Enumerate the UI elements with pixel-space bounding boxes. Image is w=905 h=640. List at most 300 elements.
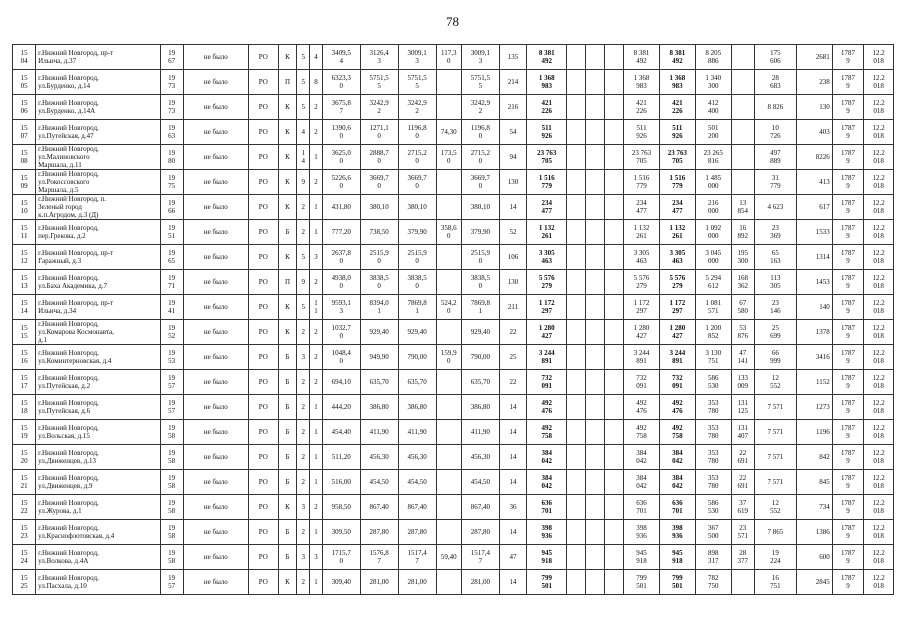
cell-material: К <box>278 120 297 145</box>
cell-cost-col-1: 1 516 779 <box>624 170 660 195</box>
cell-category: РО <box>249 70 279 95</box>
cell-fund-source-2 <box>586 145 605 170</box>
cell-fund-source-2 <box>586 270 605 295</box>
cell-cost-col-3: 501 200 <box>695 120 731 145</box>
cell-address: г.Нижний Новгород, ул.Вольская, д.15 <box>36 420 160 445</box>
cell-residents: 22 <box>499 320 526 345</box>
cell-row-index: 15 17 <box>13 370 36 395</box>
cell-area-premises: 1576,8 7 <box>360 545 398 570</box>
cell-residents: 130 <box>499 170 526 195</box>
cell-completion-date: 12.2 018 <box>864 470 894 495</box>
cell-accident-status: не было <box>183 495 248 520</box>
cell-cost-col-3: 1 092 000 <box>695 220 731 245</box>
cell-floors: 2 <box>297 320 310 345</box>
cell-address: г.Нижний Новгород, ул.Волкова, д.4А <box>36 545 160 570</box>
cell-unit-cost: 2681 <box>796 45 832 70</box>
cell-unit-cost: 8226 <box>796 145 832 170</box>
cell-fund-source-3 <box>605 395 624 420</box>
cell-year: 19 66 <box>160 195 183 220</box>
cell-fund-source-2 <box>586 345 605 370</box>
cell-cost-col-5: 4 623 <box>754 195 796 220</box>
cell-category: РО <box>249 370 279 395</box>
cell-fund-source-3 <box>605 45 624 70</box>
cell-area-nonresidential <box>436 570 461 595</box>
cell-entrances: 2 <box>310 270 323 295</box>
cell-fund-source-2 <box>586 545 605 570</box>
cell-cost-col-4: 22 691 <box>731 470 754 495</box>
cell-cost-col-2: 384 042 <box>659 470 695 495</box>
cell-cost-col-4 <box>731 120 754 145</box>
cell-area-owned: 2515,9 0 <box>461 245 499 270</box>
cell-cost-col-3: 353 780 <box>695 445 731 470</box>
cell-cost-col-3: 353 780 <box>695 420 731 445</box>
table-row <box>13 170 894 195</box>
cell-floors: 5 <box>297 295 310 320</box>
cell-area-premises: 380,10 <box>360 195 398 220</box>
cell-area-owned: 3009,1 3 <box>461 45 499 70</box>
cell-address: г.Нижний Новгород, ул.Путейская, д.6 <box>36 395 160 420</box>
cell-cost-total: 636 701 <box>527 495 567 520</box>
cell-cost-col-2: 1 368 983 <box>659 70 695 95</box>
cell-address: г.Нижний Новгород, ул.Путейская, д.2 <box>36 370 160 395</box>
cell-address: г.Нижний Новгород, ул.Журова, д.1 <box>36 495 160 520</box>
cell-row-index: 15 24 <box>13 545 36 570</box>
cell-fund-source-3 <box>605 445 624 470</box>
cell-floors: 2 <box>297 395 310 420</box>
cell-accident-status: не было <box>183 120 248 145</box>
cell-cost-total: 23 763 705 <box>527 145 567 170</box>
cell-fund-source-1 <box>567 570 586 595</box>
cell-floors: 9 <box>297 170 310 195</box>
cell-entrances: 2 <box>310 170 323 195</box>
cell-cost-col-3: 1 200 852 <box>695 320 731 345</box>
cell-area-residential: 5751,5 5 <box>398 70 436 95</box>
cell-category: РО <box>249 145 279 170</box>
cell-row-index: 15 11 <box>13 220 36 245</box>
cell-unit-cost: 130 <box>796 95 832 120</box>
cell-material: Б <box>278 370 297 395</box>
cell-year: 19 58 <box>160 520 183 545</box>
cell-fund-source-3 <box>605 195 624 220</box>
cell-row-index: 15 08 <box>13 145 36 170</box>
cell-floors: 2 <box>297 520 310 545</box>
cell-category: РО <box>249 245 279 270</box>
cell-cost-col-2: 1 172 297 <box>659 295 695 320</box>
cell-fund-source-1 <box>567 320 586 345</box>
cell-residents: 106 <box>499 245 526 270</box>
cell-area-residential: 635,70 <box>398 370 436 395</box>
cell-accident-status: не было <box>183 470 248 495</box>
cell-area-premises: 1271,1 0 <box>360 120 398 145</box>
cell-cost-col-1: 8 381 492 <box>624 45 660 70</box>
cell-cost-col-1: 234 477 <box>624 195 660 220</box>
cell-row-index: 15 04 <box>13 45 36 70</box>
cell-accident-status: не было <box>183 295 248 320</box>
cell-address: г.Нижний Новгород, пр-т Ильича, д.34 <box>36 295 160 320</box>
cell-residents: 14 <box>499 420 526 445</box>
cell-total-area: 1715,7 0 <box>322 545 360 570</box>
cell-cost-col-1: 492 476 <box>624 395 660 420</box>
cell-area-premises: 949,90 <box>360 345 398 370</box>
cell-completion-date: 12.2 018 <box>864 45 894 70</box>
cell-completion-date: 12.2 018 <box>864 220 894 245</box>
cell-total-area: 3409,5 4 <box>322 45 360 70</box>
cell-area-owned: 7869,8 1 <box>461 295 499 320</box>
cell-entrances: 1 <box>310 470 323 495</box>
cell-cost-col-2: 3 305 463 <box>659 245 695 270</box>
cell-area-premises: 929,40 <box>360 320 398 345</box>
cell-row-index: 15 25 <box>13 570 36 595</box>
cell-total-area: 1390,6 0 <box>322 120 360 145</box>
cell-floors: 2 <box>297 420 310 445</box>
cell-area-residential: 3009,1 3 <box>398 45 436 70</box>
cell-cost-col-1: 1 280 427 <box>624 320 660 345</box>
table-row <box>13 95 894 120</box>
cell-cost-col-2: 636 701 <box>659 495 695 520</box>
cell-fund-source-3 <box>605 320 624 345</box>
cell-area-premises: 3838,5 0 <box>360 270 398 295</box>
cell-cost-col-5: 497 889 <box>754 145 796 170</box>
cell-cost-total: 1 132 261 <box>527 220 567 245</box>
cell-fund-source-2 <box>586 95 605 120</box>
cell-address: г.Нижний Новгород, ул.Коминтерновская, д.4 <box>36 345 160 370</box>
cell-cost-col-4: 133 009 <box>731 370 754 395</box>
cell-cost-col-3: 367 500 <box>695 520 731 545</box>
cell-limit-cost: 1787 9 <box>832 495 864 520</box>
cell-total-area: 3675,8 7 <box>322 95 360 120</box>
cell-cost-col-2: 732 091 <box>659 370 695 395</box>
cell-cost-col-3: 1 340 300 <box>695 70 731 95</box>
cell-residents: 25 <box>499 345 526 370</box>
cell-row-index: 15 13 <box>13 270 36 295</box>
cell-cost-total: 511 926 <box>527 120 567 145</box>
cell-row-index: 15 07 <box>13 120 36 145</box>
cell-cost-total: 1 368 983 <box>527 70 567 95</box>
cell-floors: 2 <box>297 195 310 220</box>
cell-completion-date: 12.2 018 <box>864 170 894 195</box>
cell-fund-source-1 <box>567 245 586 270</box>
cell-limit-cost: 1787 9 <box>832 270 864 295</box>
cell-category: РО <box>249 170 279 195</box>
cell-cost-col-3: 898 317 <box>695 545 731 570</box>
table-row <box>13 320 894 345</box>
cell-area-nonresidential: 524,2 0 <box>436 295 461 320</box>
cell-category: РО <box>249 195 279 220</box>
cell-cost-col-2: 421 226 <box>659 95 695 120</box>
cell-completion-date: 12.2 018 <box>864 345 894 370</box>
cell-material: К <box>278 95 297 120</box>
cell-cost-col-5: 23 369 <box>754 220 796 245</box>
cell-area-owned: 1196,8 0 <box>461 120 499 145</box>
cell-area-owned: 3242,9 2 <box>461 95 499 120</box>
cell-area-residential: 790,00 <box>398 345 436 370</box>
cell-cost-col-5: 7 571 <box>754 395 796 420</box>
cell-residents: 14 <box>499 470 526 495</box>
cell-area-owned: 281,00 <box>461 570 499 595</box>
cell-floors: 3 <box>297 345 310 370</box>
cell-area-premises: 8394,0 1 <box>360 295 398 320</box>
cell-cost-col-4: 22 691 <box>731 445 754 470</box>
cell-row-index: 15 19 <box>13 420 36 445</box>
table-row <box>13 120 894 145</box>
cell-cost-col-3: 412 400 <box>695 95 731 120</box>
cell-residents: 214 <box>499 70 526 95</box>
cell-area-nonresidential <box>436 395 461 420</box>
cell-fund-source-2 <box>586 445 605 470</box>
cell-category: РО <box>249 320 279 345</box>
cell-area-premises: 281,00 <box>360 570 398 595</box>
cell-cost-col-5: 7 865 <box>754 520 796 545</box>
cell-accident-status: не было <box>183 420 248 445</box>
cell-address: г.Нижний Новгород, ул.Баха Академика, д.7 <box>36 270 160 295</box>
cell-area-owned: 386,80 <box>461 395 499 420</box>
cell-address: г.Нижний Новгород, пер.Грекова, д.2 <box>36 220 160 245</box>
cell-fund-source-1 <box>567 545 586 570</box>
cell-limit-cost: 1787 9 <box>832 70 864 95</box>
cell-entrances: 3 <box>310 245 323 270</box>
cell-cost-col-4: 53 876 <box>731 320 754 345</box>
cell-cost-col-5: 7 571 <box>754 445 796 470</box>
cell-cost-col-2: 234 477 <box>659 195 695 220</box>
cell-material: К <box>278 45 297 70</box>
cell-address: г.Нижний Новгород, ул.Краснофлотовская, д.4 <box>36 520 160 545</box>
cell-cost-col-3: 5 294 612 <box>695 270 731 295</box>
cell-category: РО <box>249 345 279 370</box>
cell-completion-date: 12.2 018 <box>864 320 894 345</box>
cell-fund-source-1 <box>567 495 586 520</box>
cell-cost-col-4 <box>731 45 754 70</box>
cell-area-premises: 3126,4 3 <box>360 45 398 70</box>
cell-residents: 36 <box>499 495 526 520</box>
cell-entrances: 1 <box>310 420 323 445</box>
cell-year: 19 57 <box>160 395 183 420</box>
cell-address: г.Нижний Новгород, ул.Путейская, д.47 <box>36 120 160 145</box>
cell-area-owned: 411,90 <box>461 420 499 445</box>
cell-address: г.Нижний Новгород, пр-т Ильича, д.37 <box>36 45 160 70</box>
cell-limit-cost: 1787 9 <box>832 470 864 495</box>
cell-cost-col-5: 7 571 <box>754 420 796 445</box>
cell-year: 19 58 <box>160 495 183 520</box>
cell-area-nonresidential <box>436 170 461 195</box>
cell-area-owned: 380,10 <box>461 195 499 220</box>
table-row <box>13 370 894 395</box>
cell-residents: 211 <box>499 295 526 320</box>
cell-fund-source-1 <box>567 520 586 545</box>
cell-fund-source-2 <box>586 220 605 245</box>
cell-year: 19 58 <box>160 470 183 495</box>
cell-fund-source-2 <box>586 395 605 420</box>
cell-address: г.Нижний Новгород, пр-т Гаражный, д.3 <box>36 245 160 270</box>
cell-cost-col-2: 384 042 <box>659 445 695 470</box>
cell-total-area: 454,40 <box>322 420 360 445</box>
cell-area-nonresidential: 358,6 0 <box>436 220 461 245</box>
cell-area-nonresidential <box>436 445 461 470</box>
cell-accident-status: не было <box>183 70 248 95</box>
cell-residents: 47 <box>499 545 526 570</box>
cell-fund-source-3 <box>605 520 624 545</box>
cell-cost-col-2: 8 381 492 <box>659 45 695 70</box>
cell-address: г.Нижний Новгород, ул.Бурденко, д.14А <box>36 95 160 120</box>
cell-area-residential: 454,50 <box>398 470 436 495</box>
cell-accident-status: не было <box>183 370 248 395</box>
cell-entrances: 2 <box>310 120 323 145</box>
cell-category: РО <box>249 220 279 245</box>
page-number: 78 <box>446 14 459 29</box>
cell-unit-cost: 1196 <box>796 420 832 445</box>
cell-cost-col-1: 3 305 463 <box>624 245 660 270</box>
cell-fund-source-1 <box>567 470 586 495</box>
cell-cost-col-4: 67 580 <box>731 295 754 320</box>
cell-cost-col-5: 12 552 <box>754 495 796 520</box>
cell-address: г.Нижний Новгород, ул.Движенцев, д.13 <box>36 445 160 470</box>
cell-fund-source-3 <box>605 170 624 195</box>
cell-fund-source-1 <box>567 420 586 445</box>
cell-fund-source-1 <box>567 295 586 320</box>
cell-row-index: 15 05 <box>13 70 36 95</box>
cell-residents: 54 <box>499 120 526 145</box>
table-row <box>13 70 894 95</box>
cell-cost-col-2: 3 244 891 <box>659 345 695 370</box>
cell-cost-total: 384 042 <box>527 445 567 470</box>
cell-fund-source-1 <box>567 145 586 170</box>
cell-area-premises: 454,50 <box>360 470 398 495</box>
cell-area-residential: 3838,5 0 <box>398 270 436 295</box>
table-row <box>13 470 894 495</box>
cell-area-residential: 2515,9 0 <box>398 245 436 270</box>
cell-completion-date: 12.2 018 <box>864 420 894 445</box>
cell-row-index: 15 12 <box>13 245 36 270</box>
cell-cost-col-3: 782 750 <box>695 570 731 595</box>
cell-year: 19 67 <box>160 45 183 70</box>
cell-entrances: 1 <box>310 145 323 170</box>
table-row <box>13 445 894 470</box>
cell-category: РО <box>249 270 279 295</box>
cell-entrances: 4 <box>310 45 323 70</box>
cell-unit-cost: 845 <box>796 470 832 495</box>
cell-cost-col-4: 23 571 <box>731 520 754 545</box>
cell-unit-cost: 403 <box>796 120 832 145</box>
cell-completion-date: 12.2 018 <box>864 395 894 420</box>
cell-completion-date: 12.2 018 <box>864 295 894 320</box>
cell-cost-col-4: 131 125 <box>731 395 754 420</box>
cell-cost-total: 492 476 <box>527 395 567 420</box>
cell-cost-col-4 <box>731 145 754 170</box>
cell-area-premises: 2888,7 0 <box>360 145 398 170</box>
cell-cost-col-3: 8 205 886 <box>695 45 731 70</box>
cell-cost-col-1: 732 091 <box>624 370 660 395</box>
cell-limit-cost: 1787 9 <box>832 220 864 245</box>
cell-cost-col-4 <box>731 70 754 95</box>
cell-area-owned: 287,80 <box>461 520 499 545</box>
table-row <box>13 395 894 420</box>
cell-cost-col-1: 398 936 <box>624 520 660 545</box>
cell-area-nonresidential <box>436 270 461 295</box>
cell-floors: 2 <box>297 370 310 395</box>
cell-area-residential: 281,00 <box>398 570 436 595</box>
cell-material: К <box>278 170 297 195</box>
cell-residents: 14 <box>499 570 526 595</box>
cell-cost-col-5: 8 826 <box>754 95 796 120</box>
cell-fund-source-2 <box>586 120 605 145</box>
cell-cost-col-3: 353 780 <box>695 470 731 495</box>
cell-residents: 14 <box>499 520 526 545</box>
cell-fund-source-2 <box>586 470 605 495</box>
cell-entrances: 1 <box>310 395 323 420</box>
cell-fund-source-2 <box>586 295 605 320</box>
cell-year: 19 51 <box>160 220 183 245</box>
cell-cost-col-2: 23 763 705 <box>659 145 695 170</box>
cell-cost-col-2: 511 926 <box>659 120 695 145</box>
cell-cost-col-4 <box>731 95 754 120</box>
cell-fund-source-2 <box>586 70 605 95</box>
cell-cost-col-3: 586 530 <box>695 370 731 395</box>
cell-total-area: 694,10 <box>322 370 360 395</box>
cell-year: 19 57 <box>160 570 183 595</box>
cell-total-area: 516,00 <box>322 470 360 495</box>
cell-area-premises: 867,40 <box>360 495 398 520</box>
table-row <box>13 220 894 245</box>
table-row <box>13 345 894 370</box>
cell-unit-cost: 600 <box>796 545 832 570</box>
cell-entrances: 1 <box>310 520 323 545</box>
cell-cost-col-4: 37 619 <box>731 495 754 520</box>
cell-fund-source-1 <box>567 370 586 395</box>
cell-unit-cost: 1378 <box>796 320 832 345</box>
cell-fund-source-3 <box>605 295 624 320</box>
cell-area-nonresidential: 59,40 <box>436 545 461 570</box>
cell-limit-cost: 1787 9 <box>832 395 864 420</box>
cell-year: 19 53 <box>160 345 183 370</box>
cell-unit-cost: 842 <box>796 445 832 470</box>
cell-accident-status: не было <box>183 395 248 420</box>
cell-unit-cost: 734 <box>796 495 832 520</box>
cell-area-residential: 456,30 <box>398 445 436 470</box>
cell-cost-col-1: 492 758 <box>624 420 660 445</box>
cell-cost-col-1: 1 132 261 <box>624 220 660 245</box>
cell-cost-col-4 <box>731 170 754 195</box>
cell-fund-source-2 <box>586 195 605 220</box>
cell-limit-cost: 1787 9 <box>832 320 864 345</box>
cell-unit-cost: 3416 <box>796 345 832 370</box>
cell-material: Б <box>278 345 297 370</box>
cell-year: 19 65 <box>160 245 183 270</box>
cell-fund-source-2 <box>586 245 605 270</box>
cell-cost-total: 1 172 297 <box>527 295 567 320</box>
cell-category: РО <box>249 420 279 445</box>
cell-total-area: 3625,0 0 <box>322 145 360 170</box>
cell-material: Б <box>278 445 297 470</box>
cell-accident-status: не было <box>183 170 248 195</box>
cell-floors: 5 <box>297 95 310 120</box>
cell-area-premises: 411,90 <box>360 420 398 445</box>
cell-row-index: 15 22 <box>13 495 36 520</box>
cell-area-owned: 456,30 <box>461 445 499 470</box>
cell-fund-source-3 <box>605 545 624 570</box>
cell-accident-status: не было <box>183 45 248 70</box>
cell-fund-source-2 <box>586 370 605 395</box>
cell-area-residential: 3242,9 2 <box>398 95 436 120</box>
cell-accident-status: не было <box>183 520 248 545</box>
cell-entrances: 1 <box>310 445 323 470</box>
cell-fund-source-1 <box>567 120 586 145</box>
cell-cost-col-4: 168 362 <box>731 270 754 295</box>
cell-limit-cost: 1787 9 <box>832 170 864 195</box>
cell-cost-col-4: 47 141 <box>731 345 754 370</box>
cell-cost-col-2: 5 576 279 <box>659 270 695 295</box>
cell-total-area: 309,40 <box>322 570 360 595</box>
cell-address: г.Нижний Новгород, ул.Движенцев, д.9 <box>36 470 160 495</box>
cell-material: Б <box>278 520 297 545</box>
